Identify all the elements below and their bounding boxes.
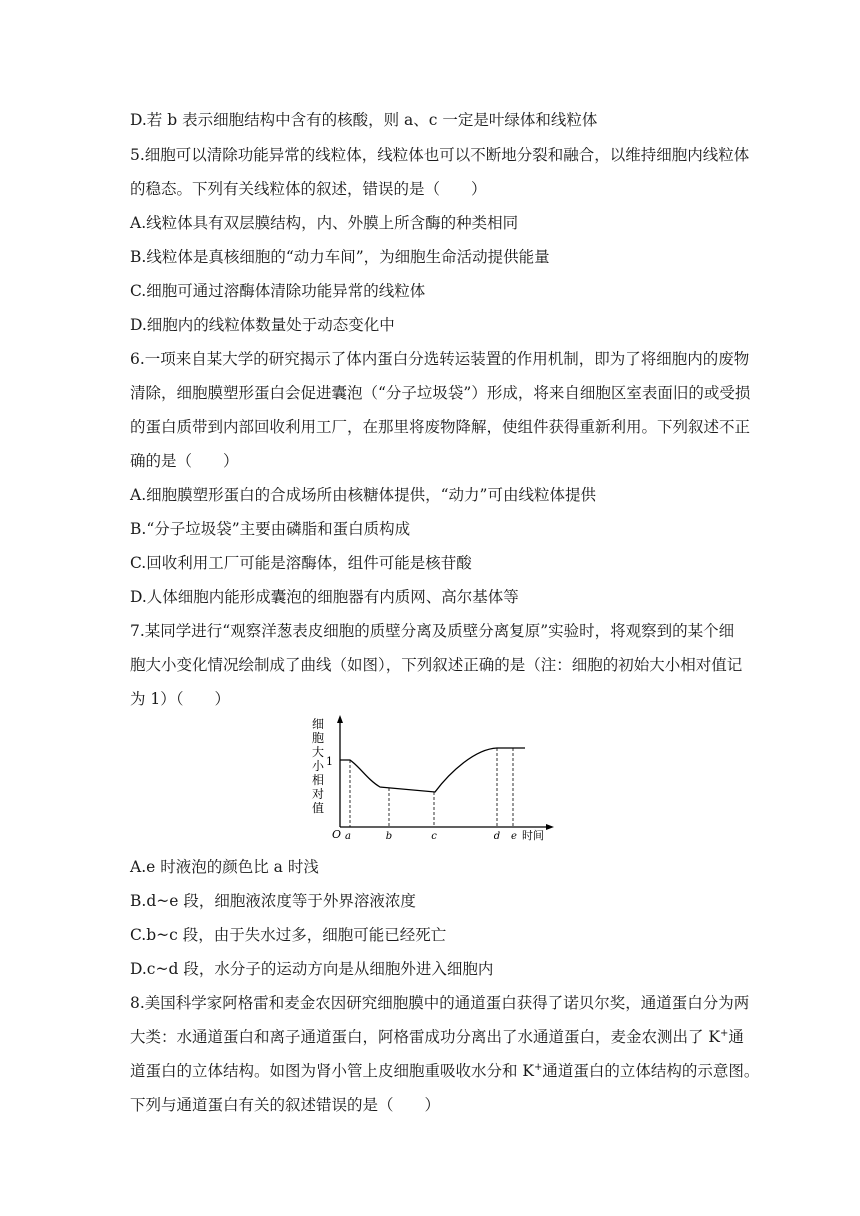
- question-5-stem-line1: 5.细胞可以清除功能异常的线粒体，线粒体也可以不断地分裂和融合，以维持细胞内线粒体: [130, 146, 750, 164]
- x-tick-label: a: [345, 831, 351, 842]
- y-axis-label: [312, 717, 325, 815]
- line-text: 通道蛋白的立体结构的示意图。: [542, 1062, 760, 1080]
- x-tick-label: b: [385, 831, 393, 842]
- x-tick-label: c: [431, 831, 437, 842]
- superscript: +: [534, 1062, 543, 1073]
- option-d-q7: D.c~d 段，水分子的运动方向是从细胞外进入细胞内: [130, 960, 494, 978]
- y-label-char: 细: [311, 717, 325, 731]
- question-6-stem-line4: 确的是（ ）: [130, 452, 239, 470]
- superscript: +: [720, 1028, 729, 1039]
- option-c-q6: C.回收利用工厂可能是溶酶体，组件可能是核苷酸: [130, 554, 472, 572]
- question-6-stem-line3: 的蛋白质带到内部回收利用工厂，在那里将废物降解，使组件获得重新利用。下列叙述不正: [130, 418, 751, 436]
- y-label-char: 胞: [311, 731, 325, 745]
- question-5-stem-line2: 的稳态。下列有关线粒体的叙述，错误的是（ ）: [130, 180, 487, 198]
- line-text: 通: [728, 1028, 744, 1046]
- y-label-char: 相: [311, 773, 325, 787]
- option-c-q5: C.细胞可通过溶酶体清除功能异常的线粒体: [130, 282, 426, 300]
- question-8-stem-line2: [130, 1027, 744, 1047]
- option-a-q7: A.e 时液泡的颜色比 a 时浅: [130, 858, 319, 876]
- option-b-q6: B.“分子垃圾袋”主要由磷脂和蛋白质构成: [130, 520, 411, 538]
- option-d-q5: D.细胞内的线粒体数量处于动态变化中: [130, 316, 395, 334]
- line-text: 大类：水通道蛋白和离子通道蛋白，阿格雷成功分离出了水通道蛋白，麦金农测出了 K: [130, 1028, 721, 1046]
- y-label-char: 对: [311, 787, 325, 801]
- option-d-q4: D.若 b 表示细胞结构中含有的核酸，则 a、c 一定是叶绿体和线粒体: [130, 111, 598, 129]
- x-tick-label: e: [511, 831, 517, 842]
- question-8-stem-line3: [130, 1061, 759, 1081]
- option-b-q7: B.d~e 段，细胞液浓度等于外界溶液浓度: [130, 892, 416, 910]
- option-b-q5: B.线粒体是真核细胞的“动力车间”，为细胞生命活动提供能量: [130, 248, 550, 266]
- line-text: 道蛋白的立体结构。如图为肾小管上皮细胞重吸收水分和 K: [130, 1062, 535, 1080]
- option-d-q6: D.人体细胞内能形成囊泡的细胞器有内质网、高尔基体等: [130, 588, 519, 606]
- option-a-q6: A.细胞膜塑形蛋白的合成场所由核糖体提供，“动力”可由线粒体提供: [130, 486, 596, 504]
- option-c-q7: C.b~c 段，由于失水过多，细胞可能已经死亡: [130, 926, 447, 944]
- y-tick-label: 1: [326, 755, 333, 768]
- question-8-stem-line4: 下列与通道蛋白有关的叙述错误的是（ ）: [130, 1096, 441, 1114]
- question-7-stem-line3: 为 1）（ ）: [130, 690, 231, 708]
- question-7-stem-line2: 胞大小变化情况绘制成了曲线（如图），下列叙述正确的是（注：细胞的初始大小相对值记: [130, 656, 743, 674]
- question-8-stem-line1: 8.美国科学家阿格雷和麦金农因研究细胞膜中的通道蛋白获得了诺贝尔奖，通道蛋白分为两: [130, 994, 750, 1012]
- x-axis-arrow-icon: [546, 824, 554, 830]
- y-label-char: 值: [311, 801, 325, 815]
- question-7-stem-line1: 7.某同学进行“观察洋葱表皮细胞的质壁分离及质壁分离复原”实验时，将观察到的某个细: [130, 622, 735, 640]
- y-label-char: 小: [311, 759, 325, 773]
- option-a-q5: A.线粒体具有双层膜结构，内、外膜上所含酶的种类相同: [130, 214, 519, 232]
- x-tick-label: d: [493, 831, 501, 842]
- x-axis-label: 时间: [522, 829, 544, 842]
- origin-label: O: [332, 828, 342, 841]
- question-6-stem-line2: 清除，细胞膜塑形蛋白会促进囊泡（“分子垃圾袋”）形成，将来自细胞区室表面旧的或受损: [130, 384, 751, 402]
- y-label-char: 大: [311, 745, 325, 759]
- question-6-stem-line1: 6.一项来自某大学的研究揭示了体内蛋白分选转运装置的作用机制，即为了将细胞内的废物: [130, 350, 750, 368]
- cell-size-curve-figure: [300, 712, 560, 847]
- y-axis-arrow-icon: [337, 715, 343, 723]
